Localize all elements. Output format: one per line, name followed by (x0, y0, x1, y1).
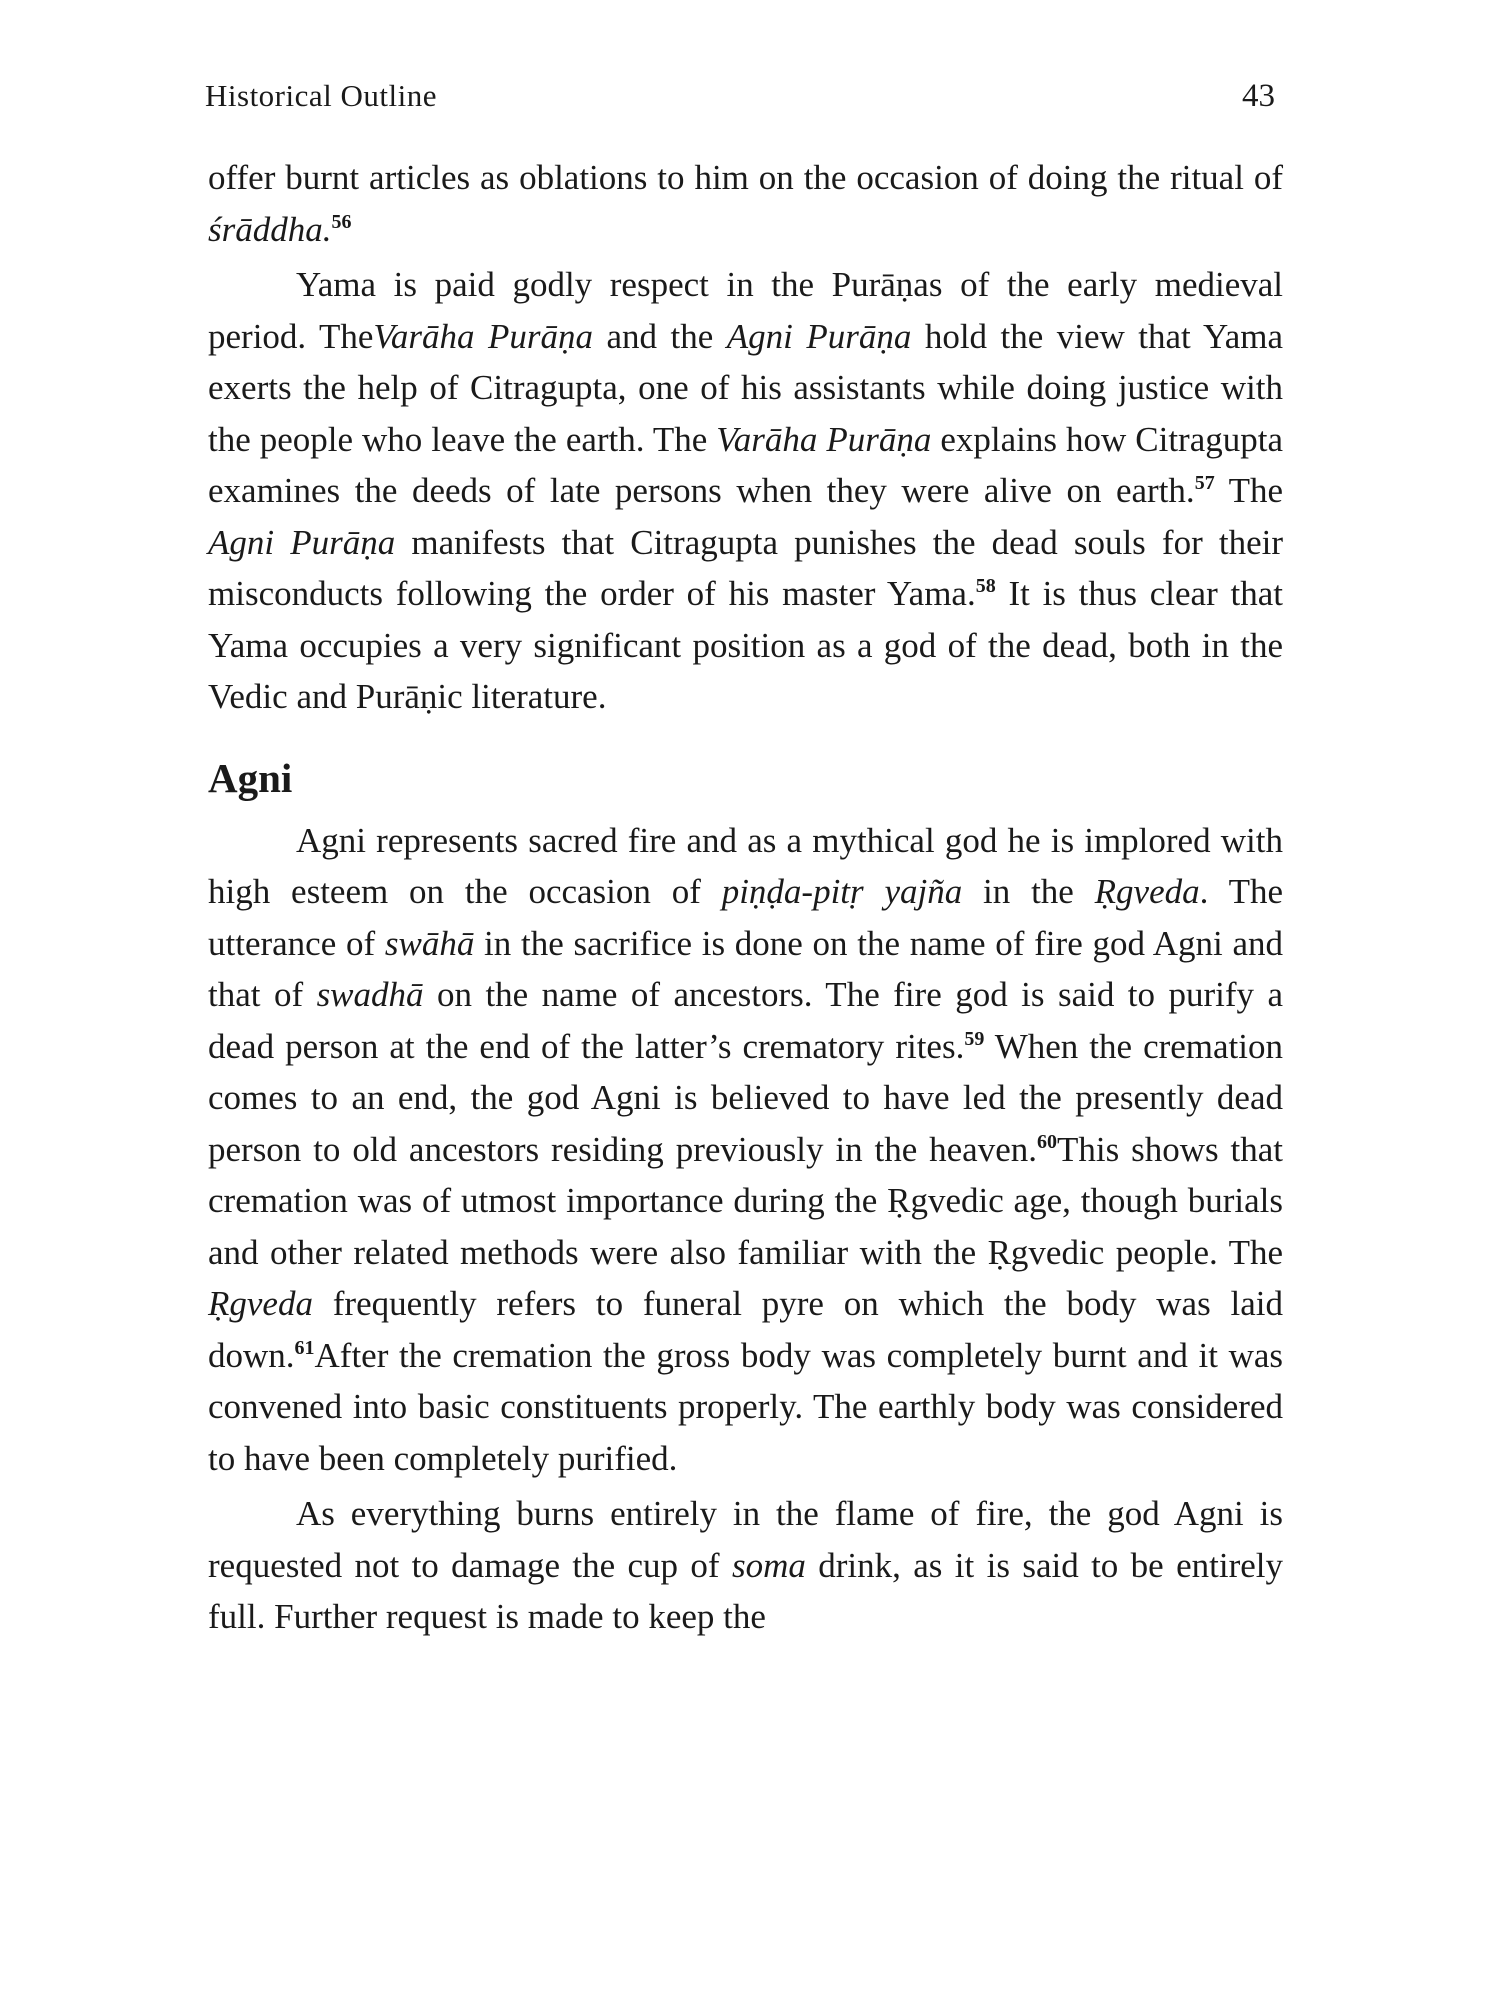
text-run: . The utterance of (208, 872, 1283, 963)
italic-term: Agni Purāṇa (726, 316, 912, 356)
italic-term: Ṛgveda (1094, 872, 1200, 911)
italic-term: Ṛgveda (208, 1284, 313, 1323)
footnote-ref: 60 (1036, 1130, 1057, 1153)
footnote-ref: 57 (1194, 472, 1215, 494)
italic-term: swadhā (316, 975, 424, 1014)
italic-term: Varāha Purāṇa (716, 419, 932, 459)
text-run: frequently refers to funeral pyre on which the body was laid down. (208, 1284, 1283, 1375)
text-run: on the name of ancestors. The fire god is said to purify a dead person at the end of the latter’s crematory rites. (208, 975, 1283, 1066)
text-run: Yama is paid godly respect in the Purāṇas of the early medieval period. The (208, 265, 1283, 356)
text-run: As everything burns entirely in the flame of fire, the god Agni is requested not to damage the cup of (208, 1494, 1283, 1585)
text-run: hold the view that Yama exerts the help of Citragupta, one of his assistants while doing justice with the people who leave the earth. The (208, 316, 1284, 459)
text-run: in the (962, 872, 1095, 911)
paragraph-agni-soma (208, 1488, 1283, 1643)
text-run: After the cremation the gross body was completely burnt and it was convened into basic constituents properly. The earthly body was considered to have been completely purified. (208, 1335, 1283, 1478)
text-run: explains how Citragupta examines the deeds of late persons when they were alive on earth. (208, 419, 1283, 510)
running-head (205, 78, 1275, 128)
italic-term: Agni Purāṇa (208, 522, 396, 562)
text-run: This shows that cremation was of utmost importance during the Ṛgvedic age, though burials and other related methods were also familiar with the Ṛgvedic people. The (208, 1129, 1283, 1272)
text-run: When the cremation comes to an end, the god Agni is believed to have led the presently dead person to old ancestors residing previously in the heaven. (208, 1026, 1283, 1169)
section-heading-agni: Agni (208, 754, 293, 801)
text-run: drink, as it is said to be entirely full. Further request is made to keep the (208, 1545, 1283, 1636)
page-body (208, 152, 1283, 1643)
text-run: offer burnt articles as oblations to him on the occasion of doing the ritual of (208, 158, 1283, 197)
italic-term: soma (731, 1545, 806, 1585)
footnote-ref: 56 (331, 210, 352, 233)
text-run: The (1214, 471, 1283, 510)
italic-term: Varāha Purāṇa (373, 316, 594, 356)
italic-term: piṇḍa-pitṛ yajña (721, 872, 963, 911)
text-run: and the (593, 316, 727, 356)
page-number: 43 (1242, 78, 1275, 114)
footnote-ref: 58 (975, 575, 996, 597)
text-run: Agni represents sacred fire and as a mythical god he is implored with high esteem on the occasion of (208, 820, 1283, 911)
text-run: in the sacrifice is done on the name of fire god Agni and that of (208, 923, 1284, 1014)
text-run: It is thus clear that Yama occupies a very significant position as a god of the dead, both in the Vedic and Purāṇic literature. (208, 574, 1283, 716)
paragraph-agni-fire (208, 815, 1283, 1485)
running-title: Historical Outline (205, 78, 437, 113)
footnote-ref: 59 (964, 1027, 985, 1050)
footnote-ref: 61 (294, 1336, 315, 1359)
italic-term: swāhā (384, 923, 475, 963)
italic-term: śrāddha. (208, 209, 332, 249)
paragraph-yama (208, 259, 1283, 723)
paragraph-continuation (208, 152, 1283, 255)
text-run: manifests that Citragupta punishes the dead souls for their misconducts following the order of his master Yama. (208, 522, 1283, 613)
